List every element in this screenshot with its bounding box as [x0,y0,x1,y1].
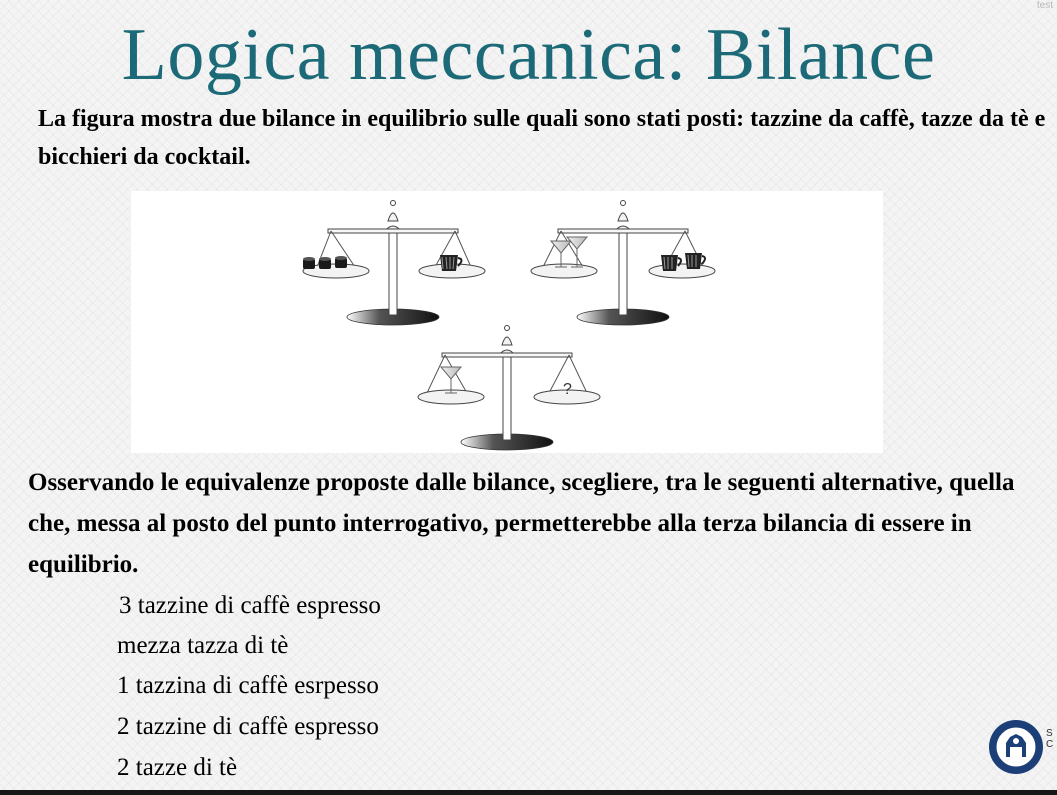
balance-figure [131,191,883,453]
espresso-cup-icon [303,257,315,269]
answer-option: 2 tazze di tè [117,754,238,781]
scale-beam [442,353,572,357]
cocktail-glass-icon [441,367,461,393]
cocktail-glass-icon [551,241,571,267]
scale-pillar [389,231,397,315]
intro-text: La figura mostra due bilance in equilibrio sulle quali sono stati posti: tazzine da caffè, tazze da tè e bicchieri da cocktail. [38,106,1046,170]
seal-caption: S C [1046,728,1054,750]
question-text: Osservando le equivalenze proposte dalle bilance, scegliere, tra le seguenti alternative, quella che, messa al posto del punto interrogativo, permetterebbe alla terza bilancia di essere in equilibrio. [28,469,1015,578]
scale-beam [558,229,688,233]
answer-option: 1 tazzina di caffè esrpesso [117,672,379,699]
corner-label: test [1036,0,1053,11]
scale-beam [328,229,458,233]
left-pan [531,264,597,278]
question-mark: ? [563,381,572,398]
university-seal-logo [988,719,1044,775]
scale-pillar [619,231,627,315]
answer-option: 2 tazzine di caffè espresso [117,713,379,740]
scale-3 [418,326,600,451]
scale-pillar [503,355,511,440]
answer-option: mezza tazza di tè [117,632,289,659]
espresso-cup-icon [335,256,347,268]
scale-2 [531,201,715,326]
bottom-divider [0,790,1057,795]
scale-1 [303,201,485,326]
espresso-cup-icon [319,257,331,269]
answer-option: 3 tazzine di caffè espresso [119,592,381,619]
right-pan [649,264,715,278]
slide-title: Logica meccanica: Bilance [121,14,936,96]
